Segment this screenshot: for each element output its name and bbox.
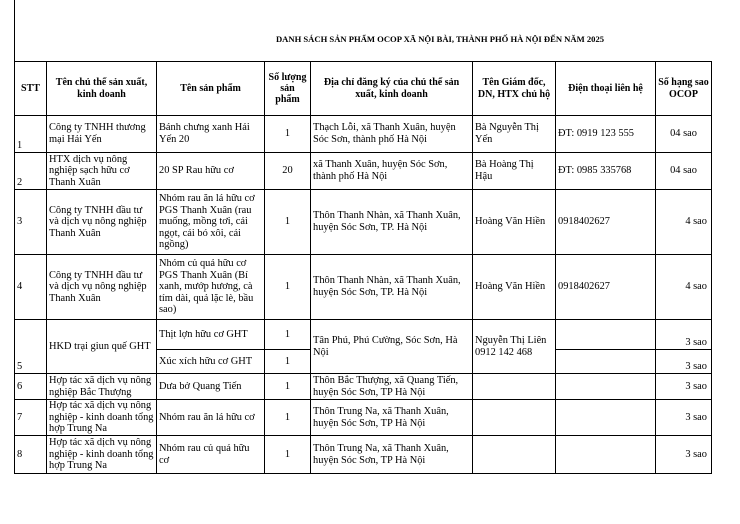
table-row — [15, 400, 712, 436]
header-phone: Điện thoại liên hệ — [556, 62, 656, 116]
cell-stt: 7 — [15, 400, 47, 436]
cell-director: Nguyễn Thị Liên 0912 142 468 — [473, 320, 556, 374]
cell-rank: 3 sao — [656, 374, 712, 400]
cell-rank: 3 sao — [656, 350, 712, 374]
ocop-product-table — [14, 61, 712, 474]
cell-phone: ĐT: 0919 123 555 — [556, 116, 656, 153]
cell-owner: HKD trại giun quế GHT — [47, 320, 157, 374]
cell-director: Hoàng Văn Hiền — [473, 190, 556, 255]
cell-product: Xúc xích hữu cơ GHT — [157, 350, 265, 374]
header-count: Số lượng sản phẩm — [265, 62, 311, 116]
cell-rank: 3 sao — [656, 320, 712, 350]
cell-owner: Hợp tác xã dịch vụ nông nghiệp - kinh doanh tổng hợp Trung Na — [47, 436, 157, 474]
cell-director: Bà Hoàng Thị Hậu — [473, 153, 556, 190]
cell-address: Thôn Bắc Thượng, xã Quang Tiến, huyện Sóc Sơn, TP Hà Nội — [311, 374, 473, 400]
cell-address: Thôn Thanh Nhàn, xã Thanh Xuân, huyện Sóc Sơn, TP. Hà Nội — [311, 190, 473, 255]
header-product: Tên sản phẩm — [157, 62, 265, 116]
cell-address: xã Thanh Xuân, huyện Sóc Sơn, thành phố Hà Nội — [311, 153, 473, 190]
table-header-row — [15, 62, 712, 116]
cell-rank: 4 sao — [656, 190, 712, 255]
cell-count: 1 — [265, 255, 311, 320]
cell-phone — [556, 374, 656, 400]
left-margin-rule — [14, 0, 15, 62]
cell-product: Nhóm rau củ quả hữu cơ — [157, 436, 265, 474]
cell-address: Thôn Trung Na, xã Thanh Xuân, huyện Sóc Sơn, TP Hà Nội — [311, 400, 473, 436]
table-row — [15, 320, 712, 350]
cell-count: 1 — [265, 350, 311, 374]
cell-stt: 4 — [15, 255, 47, 320]
table-row — [15, 255, 712, 320]
cell-stt: 2 — [15, 153, 47, 190]
cell-director — [473, 436, 556, 474]
table-row — [15, 153, 712, 190]
cell-phone: ĐT: 0985 335768 — [556, 153, 656, 190]
table-row — [15, 436, 712, 474]
cell-product: Nhóm củ quả hữu cơ PGS Thanh Xuân (Bí xanh, mướp hương, cà tím dài, quả lặc lè, bầu sao) — [157, 255, 265, 320]
cell-stt: 6 — [15, 374, 47, 400]
cell-address: Thạch Lỗi, xã Thanh Xuân, huyện Sóc Sơn, thành phố Hà Nội — [311, 116, 473, 153]
cell-rank: 04 sao — [656, 153, 712, 190]
cell-product: 20 SP Rau hữu cơ — [157, 153, 265, 190]
cell-count: 1 — [265, 436, 311, 474]
cell-count: 1 — [265, 320, 311, 350]
header-owner: Tên chủ thể sản xuất, kinh doanh — [47, 62, 157, 116]
cell-phone — [556, 400, 656, 436]
cell-count: 1 — [265, 374, 311, 400]
cell-address: Tân Phú, Phú Cường, Sóc Sơn, Hà Nội — [311, 320, 473, 374]
cell-director — [473, 374, 556, 400]
cell-address: Thôn Trung Na, xã Thanh Xuân, huyện Sóc Sơn, TP Hà Nội — [311, 436, 473, 474]
table-row — [15, 374, 712, 400]
cell-owner: Hợp tác xã dịch vụ nông nghiệp - kinh doanh tổng hợp Trung Na — [47, 400, 157, 436]
cell-owner: Hợp tác xã dịch vụ nông nghiệp Bắc Thượng — [47, 374, 157, 400]
cell-count: 20 — [265, 153, 311, 190]
cell-product: Thịt lợn hữu cơ GHT — [157, 320, 265, 350]
cell-stt: 3 — [15, 190, 47, 255]
cell-stt: 1 — [15, 116, 47, 153]
cell-rank: 3 sao — [656, 400, 712, 436]
cell-phone — [556, 320, 656, 350]
header-address: Địa chỉ đăng ký của chủ thể sản xuất, kinh doanh — [311, 62, 473, 116]
header-stt: STT — [15, 62, 47, 116]
cell-director — [473, 400, 556, 436]
cell-product: Nhóm rau ăn lá hữu cơ — [157, 400, 265, 436]
cell-rank: 4 sao — [656, 255, 712, 320]
cell-director: Hoàng Văn Hiền — [473, 255, 556, 320]
cell-owner: Công ty TNHH đầu tư và dịch vụ nông nghiệp Thanh Xuân — [47, 190, 157, 255]
cell-product: Dưa bở Quang Tiến — [157, 374, 265, 400]
cell-phone — [556, 436, 656, 474]
document-title: DANH SÁCH SẢN PHẨM OCOP XÃ NỘI BÀI, THÀNH PHỐ HÀ NỘI ĐẾN NĂM 2025 — [275, 34, 605, 44]
cell-rank: 3 sao — [656, 436, 712, 474]
cell-address: Thôn Thanh Nhàn, xã Thanh Xuân, huyện Sóc Sơn, TP. Hà Nội — [311, 255, 473, 320]
cell-count: 1 — [265, 400, 311, 436]
table-row — [15, 116, 712, 153]
cell-product: Nhóm rau ăn lá hữu cơ PGS Thanh Xuân (rau muống, mồng tơi, cải ngọt, cải bó xôi, cải ngồng) — [157, 190, 265, 255]
header-rank: Số hạng sao OCOP — [656, 62, 712, 116]
cell-owner: Công ty TNHH đầu tư và dịch vụ nông nghiệp Thanh Xuân — [47, 255, 157, 320]
cell-stt: 8 — [15, 436, 47, 474]
header-director: Tên Giám đốc, DN, HTX chủ hộ — [473, 62, 556, 116]
table-row — [15, 190, 712, 255]
cell-count: 1 — [265, 190, 311, 255]
cell-phone: 0918402627 — [556, 190, 656, 255]
cell-phone — [556, 350, 656, 374]
cell-director: Bà Nguyễn Thị Yến — [473, 116, 556, 153]
cell-owner: HTX dịch vụ nông nghiệp sạch hữu cơ Thanh Xuân — [47, 153, 157, 190]
cell-count: 1 — [265, 116, 311, 153]
cell-stt: 5 — [15, 320, 47, 374]
cell-phone: 0918402627 — [556, 255, 656, 320]
cell-owner: Công ty TNHH thương mại Hải Yến — [47, 116, 157, 153]
cell-product: Bánh chưng xanh Hải Yến 20 — [157, 116, 265, 153]
cell-rank: 04 sao — [656, 116, 712, 153]
